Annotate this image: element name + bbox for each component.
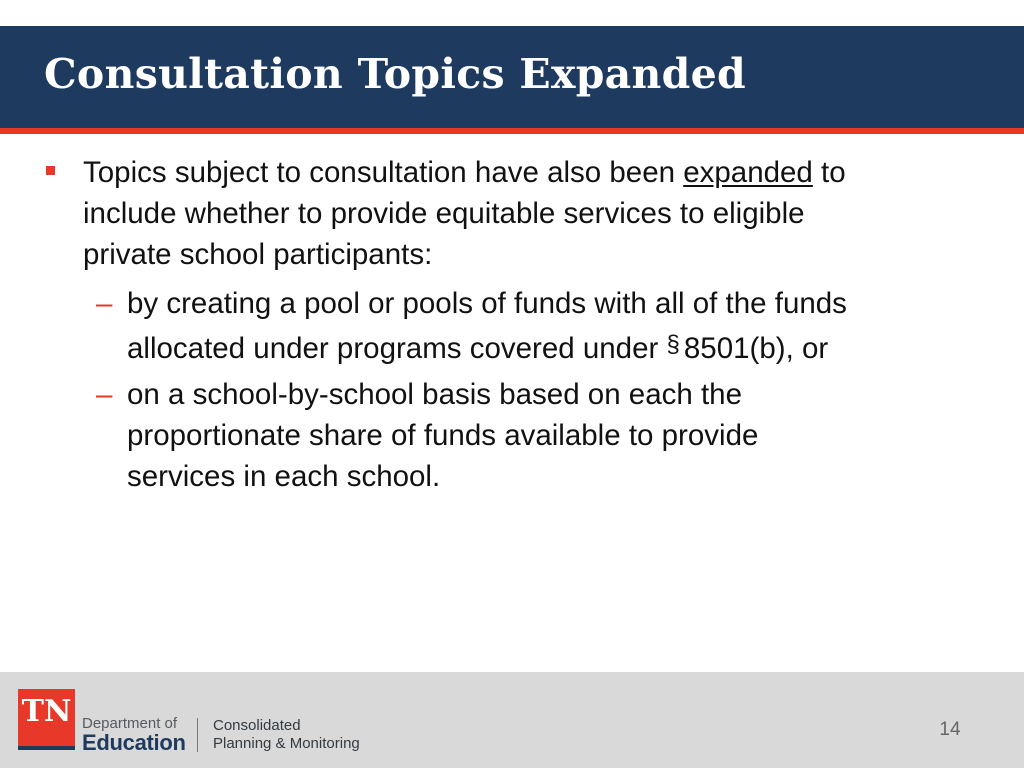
bullet-line-3: private school participants:: [83, 238, 433, 271]
main-bullet-text: [83, 152, 983, 275]
dept-name-line1: Department of: [82, 715, 178, 732]
dept-name-line2: Education: [82, 730, 186, 755]
section-symbol: §: [666, 331, 680, 358]
slide-title: Consultation Topics Expanded: [44, 50, 746, 98]
office-name-line1: Consolidated: [213, 717, 301, 734]
tn-logo: [18, 689, 75, 746]
emphasis-expanded: expanded: [683, 156, 813, 189]
footer-bar: [0, 672, 1024, 768]
dash-bullet-icon: –: [96, 287, 113, 320]
sub-item-text: by creating a pool or pools of funds with all of the funds allocated under programs covered under § 8501(b), or: [127, 287, 847, 365]
dash-bullet-icon: –: [96, 378, 113, 411]
page-number: 14: [939, 719, 961, 740]
bullet-line-1: Topics subject to consultation have also been expanded to: [83, 156, 846, 189]
tn-logo-text: TN: [21, 694, 72, 729]
footer-divider: [197, 718, 198, 752]
title-divider: [0, 128, 1024, 134]
sub-item-text: on a school-by-school basis based on each the proportionate share of funds available to provide services in each school.: [127, 378, 759, 493]
office-name-line2: Planning & Monitoring: [213, 735, 360, 752]
tn-logo-underline: [18, 746, 75, 750]
square-bullet-icon: [46, 166, 55, 175]
bullet-line-2: include whether to provide equitable services to eligible: [83, 197, 805, 230]
